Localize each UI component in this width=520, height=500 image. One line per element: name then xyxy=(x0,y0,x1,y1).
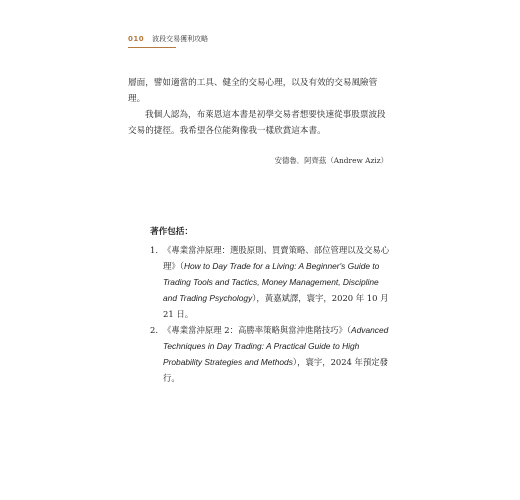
paragraph-continuation xyxy=(128,75,393,107)
list-item-number: 1. xyxy=(150,245,158,255)
author-signature: 安德魯．阿齊茲（Andrew Aziz） xyxy=(274,156,388,165)
list-item-number: 2. xyxy=(150,325,158,335)
header-rule xyxy=(128,47,176,48)
works-list xyxy=(150,224,390,386)
works-title: 著作包括： xyxy=(150,227,193,237)
zh-text: 《專業當沖原理 2：高勝率策略與當沖進階技巧》（ xyxy=(163,325,352,335)
book-title: 波段交易獲利攻略 xyxy=(152,35,209,43)
paragraph-text: 我個人認為，布萊恩這本書是初學交易者想要快速從事股票波段交易的捷徑。我希望各位能夠像我一樣欣賞這本書。 xyxy=(128,110,386,136)
list-item xyxy=(150,242,390,322)
list-item-text xyxy=(163,242,390,322)
english-title: How to Day Trade for a Living: A Beginner's Guide to Trading Tools and Tactics, Money Management, Discipline and Trading Psychology xyxy=(163,261,380,303)
zh-text: ），黃嘉斌譯，寰宇，2020 年 10 月 21 日。 xyxy=(163,293,389,319)
list-item xyxy=(150,322,390,386)
paragraph-opinion xyxy=(128,107,393,139)
zh-text: ），寰宇，2024 年預定發行。 xyxy=(163,357,389,383)
page-number: 010 xyxy=(128,35,145,43)
paragraph-text: 層面，譬如適當的工具、健全的交易心理，以及有效的交易風險管理。 xyxy=(128,78,378,104)
zh-text: 《專業當沖原理：選股原則、買賣策略、部位管理以及交易心理》（ xyxy=(163,245,390,271)
list-item-text xyxy=(163,322,390,386)
english-title: Advanced Techniques in Day Trading: A Practical Guide to High Probability Strategies and Methods xyxy=(163,325,389,367)
running-header xyxy=(128,32,208,46)
